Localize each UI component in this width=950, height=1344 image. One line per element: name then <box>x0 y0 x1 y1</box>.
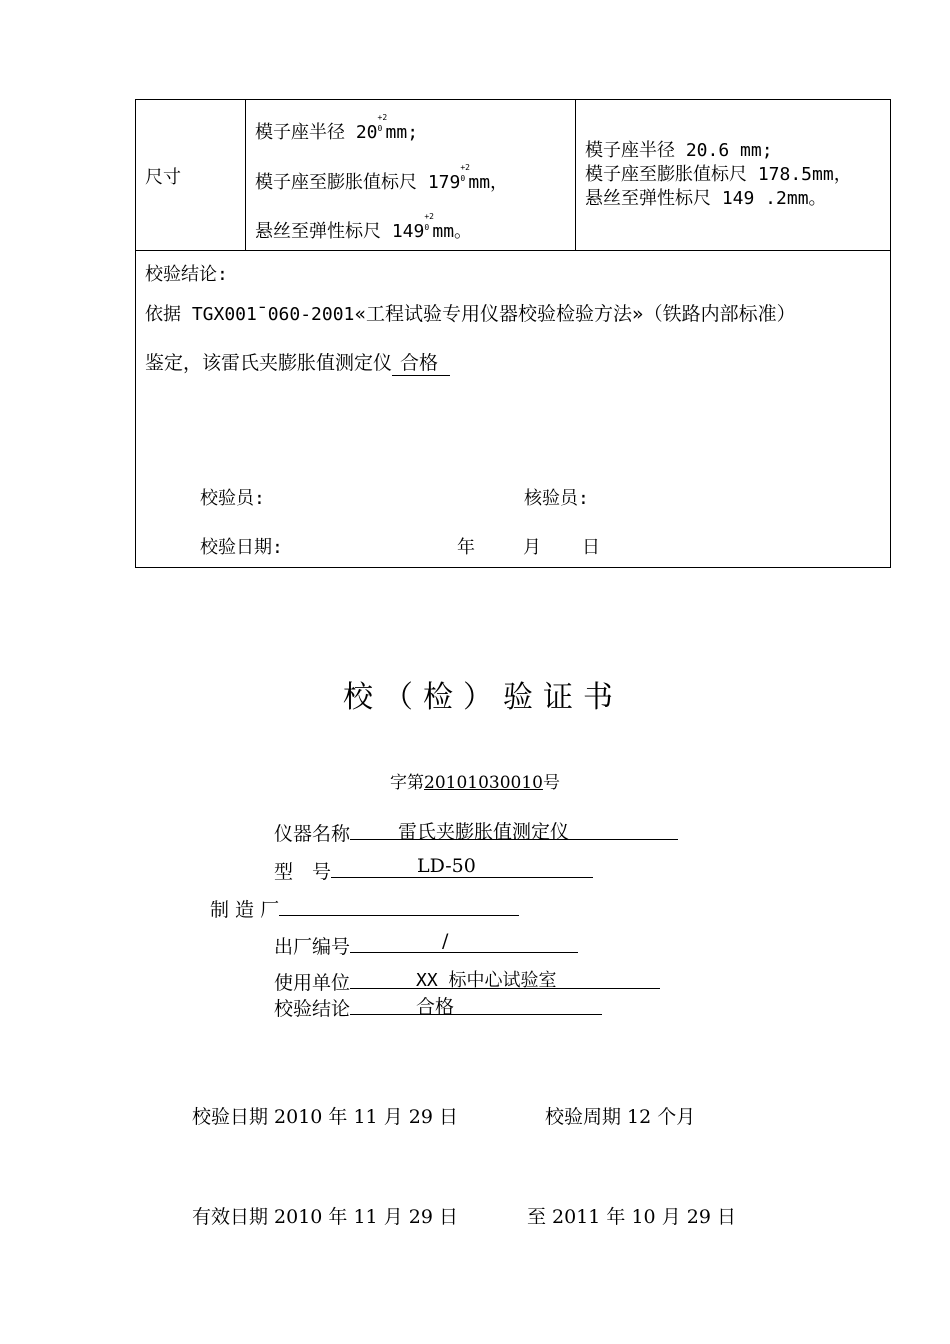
inspector-label: 校验员: <box>200 488 265 509</box>
number-value: 20101030010 <box>424 773 543 793</box>
measured-values <box>585 139 852 211</box>
serial-value: / <box>442 930 449 952</box>
check-date: 校验日期 2010 年 11 月 29 日 <box>192 1106 458 1128</box>
spec-line-3-unit: mm。 <box>432 221 473 242</box>
valid-until: 至 2011 年 10 月 29 日 <box>527 1206 736 1228</box>
spec-line-2 <box>255 163 509 194</box>
user-unit-value: XX 标中心试验室 <box>416 970 557 991</box>
spec-line-2-unit: mm， <box>468 172 509 193</box>
conclusion-result <box>145 348 450 376</box>
certificate-title: 校（检）验证书 <box>343 680 623 715</box>
instrument-name-label: 仪器名称 <box>274 823 351 845</box>
field-user-unit <box>274 966 660 995</box>
basis-code: 依据 TGX001¯060-2001 <box>145 304 355 325</box>
number-prefix: 字第 <box>390 773 424 793</box>
field-instrument-name <box>274 817 678 846</box>
measured-line-1: 模子座半径 20.6 mm; <box>585 140 773 161</box>
cert-conclusion-label: 校验结论 <box>274 998 351 1020</box>
month-label: 月 <box>523 537 541 558</box>
check-period: 校验周期 12 个月 <box>545 1106 696 1128</box>
spec-line-3 <box>255 212 473 243</box>
date-label: 校验日期: <box>200 537 283 558</box>
serial-label: 出厂编号 <box>274 936 351 958</box>
day-label: 日 <box>582 537 600 558</box>
column-divider-2 <box>575 100 576 250</box>
tolerance-mark: +2 0 <box>460 163 470 183</box>
model-label: 型 号 <box>274 861 332 883</box>
spec-line-1 <box>255 113 419 144</box>
result-text: 鉴定，该雷氏夹膨胀值测定仪 <box>145 352 393 374</box>
spec-line-3-text: 悬丝至弹性标尺 149 <box>255 221 425 242</box>
field-serial <box>274 930 578 959</box>
measured-line-3: 悬丝至弹性标尺 149 .2mm。 <box>585 188 827 209</box>
cert-conclusion-value: 合格 <box>416 996 455 1018</box>
spec-line-2-text: 模子座至膨胀值标尺 179 <box>255 172 461 193</box>
measured-line-2: 模子座至膨胀值标尺 178.5mm， <box>585 164 852 185</box>
user-unit-label: 使用单位 <box>274 972 351 994</box>
field-manufacturer <box>210 893 519 922</box>
field-model <box>274 855 593 884</box>
tolerance-mark: +2 0 <box>424 212 434 232</box>
number-suffix: 号 <box>542 773 560 793</box>
field-conclusion <box>274 992 602 1021</box>
manufacturer-label: 制 造 厂 <box>210 899 280 921</box>
year-label: 年 <box>457 537 475 558</box>
basis-text: «工程试验专用仪器校验检验方法»（铁路内部标准） <box>354 303 796 325</box>
column-divider-1 <box>245 100 246 250</box>
result-value: 合格 <box>392 348 450 376</box>
model-value: LD-50 <box>417 855 476 877</box>
row-divider <box>136 250 890 251</box>
tolerance-mark: +2 0 <box>377 113 388 133</box>
instrument-name-value: 雷氏夹膨胀值测定仪 <box>398 821 570 843</box>
certificate-number <box>390 768 560 793</box>
spec-line-1-unit: mm; <box>385 122 419 143</box>
conclusion-basis <box>145 299 796 326</box>
row-label-size: 尺寸 <box>145 167 181 188</box>
spec-line-1-text: 模子座半径 20 <box>255 122 378 143</box>
conclusion-label: 校验结论: <box>145 264 228 285</box>
checker-label: 核验员: <box>524 488 589 509</box>
valid-date: 有效日期 2010 年 11 月 29 日 <box>192 1206 458 1228</box>
